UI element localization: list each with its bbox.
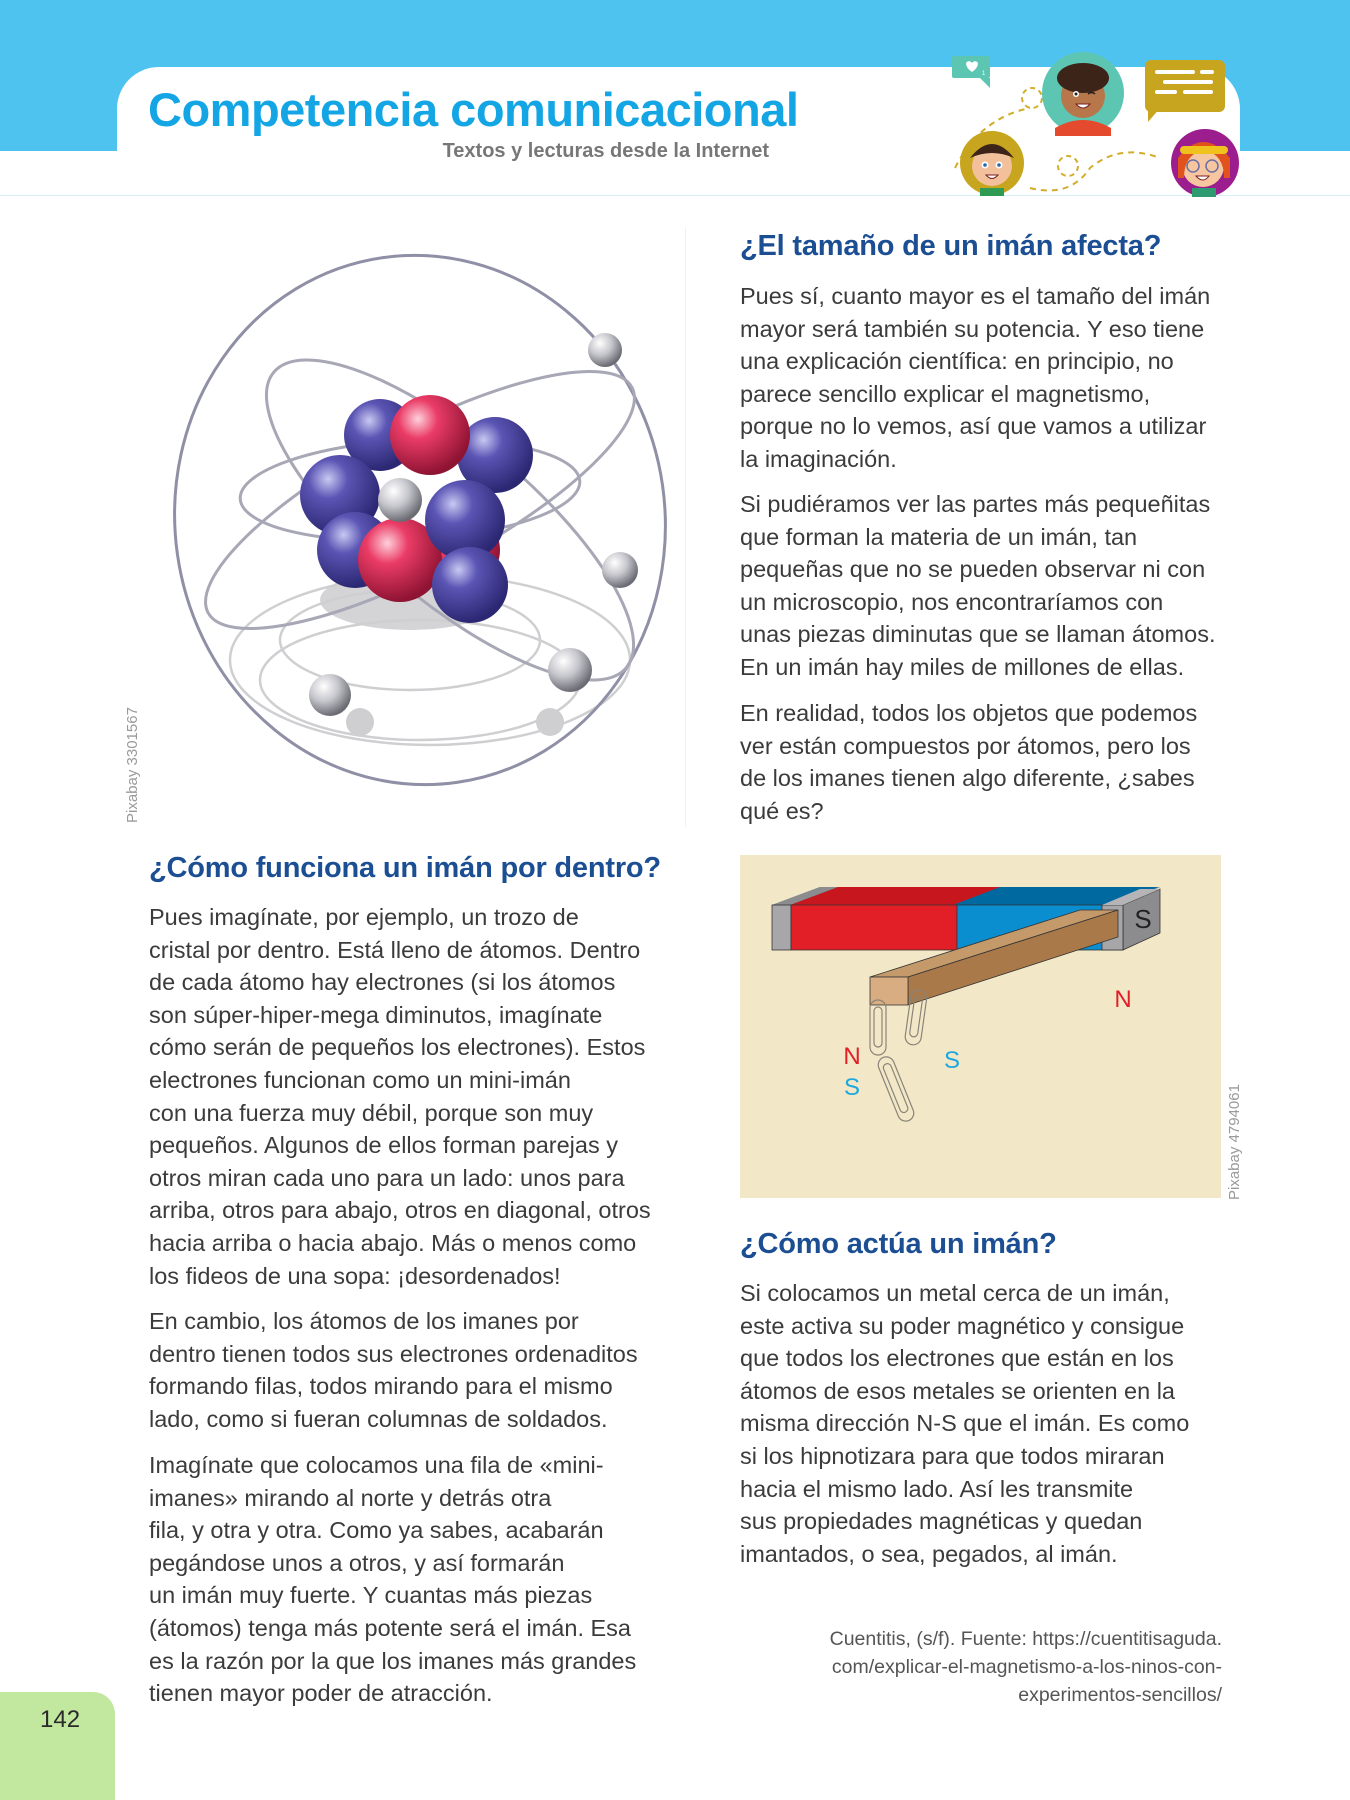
heading-como-funciona: ¿Cómo funciona un imán por dentro? bbox=[149, 852, 661, 884]
girl-avatar-icon bbox=[1171, 129, 1239, 197]
paragraph-como-funciona-1: Pues imagínate, por ejemplo, un trozo de cristal por dentro. Está lleno de átomos. Dentro de cada átomo hay electrones (si los átomos son súper-hiper-mega diminutos, imagínate cómo serán de pequeños los electrones). Estos electrones funcionan como un mini-imán con una fuerza muy débil, porque son muy pequeños. Algunos de ellos forman parejas y otros miran cada uno para un lado: unos para arriba, otros para abajo, otros en diagonal, otros hacia arriba o hacia abajo. Más o menos como los fideos de una sopa: ¡desordenados! bbox=[149, 904, 651, 1289]
heading-como-actua: ¿Cómo actúa un imán? bbox=[740, 1228, 1057, 1260]
svg-text:1: 1 bbox=[982, 71, 986, 77]
header-illustration bbox=[920, 48, 1240, 198]
boy-avatar-icon bbox=[960, 131, 1024, 196]
paragraph-tamano-3: En realidad, todos los objetos que podemos ver están compuestos por átomos, pero los de los imanes tienen algo diferente, ¿sabes qué es? bbox=[740, 700, 1198, 824]
svg-text:S: S bbox=[1134, 904, 1152, 934]
column-divider bbox=[685, 227, 686, 827]
paragraph-como-funciona-2: En cambio, los átomos de los imanes por dentro tienen todos sus electrones ordenaditos formando filas, todos mirando para el mismo lado, como si fueran columnas de soldados. bbox=[149, 1308, 638, 1432]
source-citation: Cuentitis, (s/f). Fuente: https://cuentitisaguda. com/explicar-el-magnetismo-a-los-ninos-con- experimentos-sencillos/ bbox=[829, 1628, 1222, 1706]
page-number: 142 bbox=[40, 1706, 81, 1733]
boy-avatar-curly-icon bbox=[1042, 52, 1124, 136]
magnet-image-credit: Pixabay 4794061 bbox=[1226, 1084, 1243, 1200]
atom-image-credit: Pixabay 3301567 bbox=[124, 707, 141, 823]
paragraph-tamano-1: Pues sí, cuanto mayor es el tamaño del imán mayor será también su potencia. Y eso tiene una explicación científica: en principio, no parece sencillo explicar el magnetismo, porque no lo vemos, así que vamos a utilizar la imaginación. bbox=[740, 283, 1211, 472]
paragraph-como-funciona-3: Imagínate que colocamos una fila de «mini- imanes» mirando al norte y detrás otra fila, y otra y otra. Como ya sabes, acabarán pegándose unos a otros, y así formarán un imán muy fuerte. Y cuantas más piezas (átomos) tenga más potente será el imán. Esa es la razón por la que los imanes más grandes tienen mayor poder de atracción. bbox=[149, 1452, 637, 1707]
page-subtitle: Textos y lecturas desde la Internet bbox=[442, 140, 769, 162]
svg-text:N: N bbox=[843, 1043, 861, 1070]
chat-bubble-icon bbox=[1145, 60, 1225, 122]
paragraph-tamano-2: Si pudiéramos ver las partes más pequeñitas que forman la materia de un imán, tan pequeñas que no se pueden observar ni con un microscopio, nos encontraríamos con unas piezas diminutas que se llaman átomos. En un imán hay miles de millones de ellas. bbox=[740, 491, 1216, 680]
paragraph-como-actua: Si colocamos un metal cerca de un imán, este activa su poder magnético y consigue que todos los electrones que están en los átomos de esos metales se orienten en la misma dirección N-S que el imán. Es como si los hipnotizara para que todos miraran hacia el mismo lado. Así les transmite sus propiedades magnéticas y quedan imantados, o sea, pegados, al imán. bbox=[740, 1280, 1190, 1567]
magnet-diagram-image bbox=[740, 855, 1221, 1198]
svg-text:S: S bbox=[943, 1047, 961, 1074]
svg-text:S: S bbox=[843, 1074, 861, 1101]
heading-tamano-iman: ¿El tamaño de un imán afecta? bbox=[740, 230, 1162, 262]
atom-model-image bbox=[150, 240, 690, 800]
svg-text:N: N bbox=[1114, 986, 1132, 1013]
heart-bubble-icon bbox=[952, 56, 990, 88]
page-title: Competencia comunicacional bbox=[148, 83, 799, 136]
